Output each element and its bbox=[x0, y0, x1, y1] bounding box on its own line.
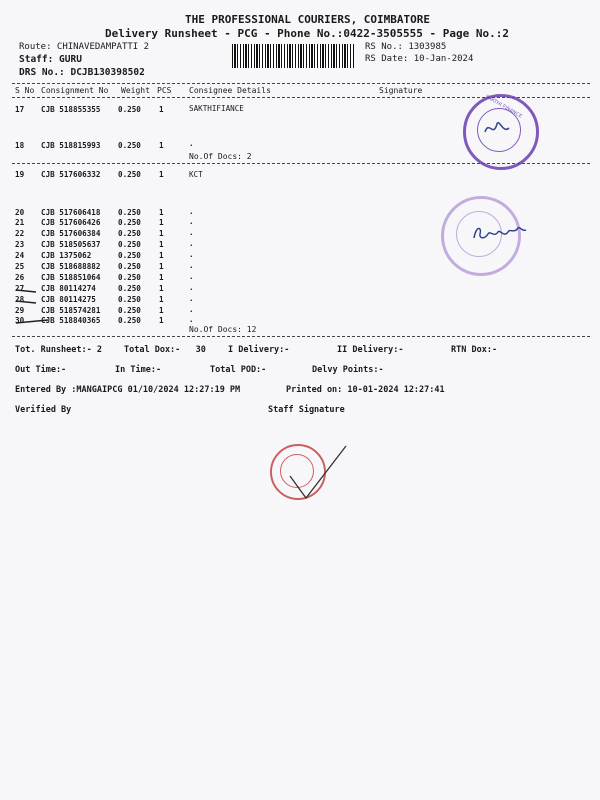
row-details: . bbox=[189, 294, 194, 303]
row-pcs: 1 bbox=[159, 240, 164, 249]
row-sno: 26 bbox=[15, 273, 25, 282]
docs-count: No.Of Docs: 12 bbox=[189, 325, 257, 334]
delvy-points: Delvy Points:- bbox=[312, 365, 384, 375]
row-weight: 0.250 bbox=[118, 218, 141, 227]
total-dox: Total Dox:- 30 bbox=[124, 345, 206, 355]
row-weight: 0.250 bbox=[118, 295, 141, 304]
runsheet-subtitle: Delivery Runsheet - PCG - Phone No.:0422-3505555 - Page No.:2 bbox=[105, 27, 509, 40]
docs-count: No.Of Docs: 2 bbox=[189, 152, 252, 161]
rs-date: RS Date: 10-Jan-2024 bbox=[365, 54, 474, 64]
row-sno: 21 bbox=[15, 218, 25, 227]
row-pcs: 1 bbox=[159, 284, 164, 293]
row-pcs: 1 bbox=[159, 306, 164, 315]
entered-by: Entered By :MANGAIPCG 01/10/2024 12:27:19 PM bbox=[15, 385, 241, 395]
company-title: THE PROFESSIONAL COURIERS, COIMBATORE bbox=[185, 13, 431, 26]
total-pod: Total POD:- bbox=[210, 365, 267, 375]
route-label: Route: CHINAVEDAMPATTI 2 bbox=[19, 42, 150, 52]
row-details: . bbox=[189, 139, 194, 148]
col-sno: S No bbox=[15, 86, 35, 95]
row-weight: 0.250 bbox=[118, 141, 141, 150]
col-consignment: Consignment No bbox=[41, 86, 109, 95]
out-time: Out Time:- bbox=[15, 365, 67, 375]
divider bbox=[12, 83, 590, 84]
row-weight: 0.250 bbox=[118, 240, 141, 249]
row-sno: 29 bbox=[15, 306, 25, 315]
row-weight: 0.250 bbox=[118, 284, 141, 293]
row-weight: 0.250 bbox=[118, 316, 141, 325]
row-sno: 27 bbox=[15, 284, 25, 293]
row-consignment: CJB 518688882 bbox=[41, 262, 101, 271]
svg-text:SAKTHI FINANCE: SAKTHI FINANCE bbox=[484, 94, 523, 120]
row-weight: 0.250 bbox=[118, 170, 141, 179]
row-weight: 0.250 bbox=[118, 251, 141, 260]
row-details: . bbox=[189, 239, 194, 248]
row-sno: 24 bbox=[15, 251, 25, 260]
row-sno: 18 bbox=[15, 141, 25, 150]
row-weight: 0.250 bbox=[118, 229, 141, 238]
col-consignee: Consignee Details bbox=[189, 86, 271, 95]
row-consignment: CJB 517606426 bbox=[41, 218, 101, 227]
row-consignment: CJB 518855355 bbox=[41, 105, 101, 114]
row-pcs: 1 bbox=[159, 229, 164, 238]
row-pcs: 1 bbox=[159, 105, 164, 114]
row-sno: 17 bbox=[15, 105, 25, 114]
handwritten-signature bbox=[470, 220, 530, 245]
row-details: . bbox=[189, 250, 194, 259]
row-consignment: CJB 518840365 bbox=[41, 316, 101, 325]
drs-number: DRS No.: DCJB130398502 bbox=[19, 67, 145, 78]
ii-delivery: II Delivery:- bbox=[337, 345, 404, 355]
row-consignment: CJB 517606384 bbox=[41, 229, 101, 238]
row-details: . bbox=[189, 283, 194, 292]
row-pcs: 1 bbox=[159, 251, 164, 260]
col-signature: Signature bbox=[379, 86, 423, 95]
row-sno: 28 bbox=[15, 295, 25, 304]
row-consignment: CJB 518505637 bbox=[41, 240, 101, 249]
row-details: KCT bbox=[189, 170, 203, 179]
row-consignment: CJB 80114274 bbox=[41, 284, 96, 293]
row-details: . bbox=[189, 305, 194, 314]
row-sno: 30 bbox=[15, 316, 25, 325]
row-pcs: 1 bbox=[159, 141, 164, 150]
row-weight: 0.250 bbox=[118, 262, 141, 271]
in-time: In Time:- bbox=[115, 365, 162, 375]
row-consignment: CJB 1375062 bbox=[41, 251, 92, 260]
col-weight: Weight bbox=[121, 86, 150, 95]
divider bbox=[12, 336, 590, 337]
row-consignment: CJB 517606332 bbox=[41, 170, 101, 179]
staff-label: Staff: GURU bbox=[19, 54, 82, 65]
barcode bbox=[232, 44, 354, 68]
row-weight: 0.250 bbox=[118, 105, 141, 114]
row-details: . bbox=[189, 261, 194, 270]
printed-on: Printed on: 10-01-2024 12:27:41 bbox=[286, 385, 445, 395]
row-pcs: 1 bbox=[159, 208, 164, 217]
row-consignment: CJB 80114275 bbox=[41, 295, 96, 304]
row-pcs: 1 bbox=[159, 170, 164, 179]
row-sno: 22 bbox=[15, 229, 25, 238]
rs-number: RS No.: 1303985 bbox=[365, 42, 447, 52]
row-details: . bbox=[189, 315, 194, 324]
total-runsheet: Tot. Runsheet:- 2 bbox=[15, 345, 102, 355]
row-pcs: 1 bbox=[159, 316, 164, 325]
row-sno: 25 bbox=[15, 262, 25, 271]
row-weight: 0.250 bbox=[118, 306, 141, 315]
row-details: . bbox=[189, 217, 194, 226]
staff-signature: Staff Signature bbox=[268, 405, 345, 415]
row-pcs: 1 bbox=[159, 295, 164, 304]
row-sno: 20 bbox=[15, 208, 25, 217]
i-delivery: I Delivery:- bbox=[228, 345, 290, 355]
row-consignment: CJB 517606418 bbox=[41, 208, 101, 217]
col-pcs: PCS bbox=[157, 86, 172, 95]
row-pcs: 1 bbox=[159, 218, 164, 227]
row-pcs: 1 bbox=[159, 273, 164, 282]
row-sno: 23 bbox=[15, 240, 25, 249]
company-seal-stamp bbox=[463, 94, 539, 170]
row-details: . bbox=[189, 272, 194, 281]
rtn-dox: RTN Dox:- bbox=[451, 345, 498, 355]
row-details: SAKTHIFIANCE bbox=[189, 104, 244, 113]
pen-strike-marks bbox=[12, 282, 52, 332]
row-pcs: 1 bbox=[159, 262, 164, 271]
row-details: . bbox=[189, 228, 194, 237]
row-details: . bbox=[189, 207, 194, 216]
check-mark-icon bbox=[284, 444, 354, 504]
row-consignment: CJB 518574281 bbox=[41, 306, 101, 315]
row-sno: 19 bbox=[15, 170, 25, 179]
verified-by: Verified By bbox=[15, 405, 72, 415]
row-consignment: CJB 518851064 bbox=[41, 273, 101, 282]
row-weight: 0.250 bbox=[118, 208, 141, 217]
row-weight: 0.250 bbox=[118, 273, 141, 282]
row-consignment: CJB 518815993 bbox=[41, 141, 101, 150]
